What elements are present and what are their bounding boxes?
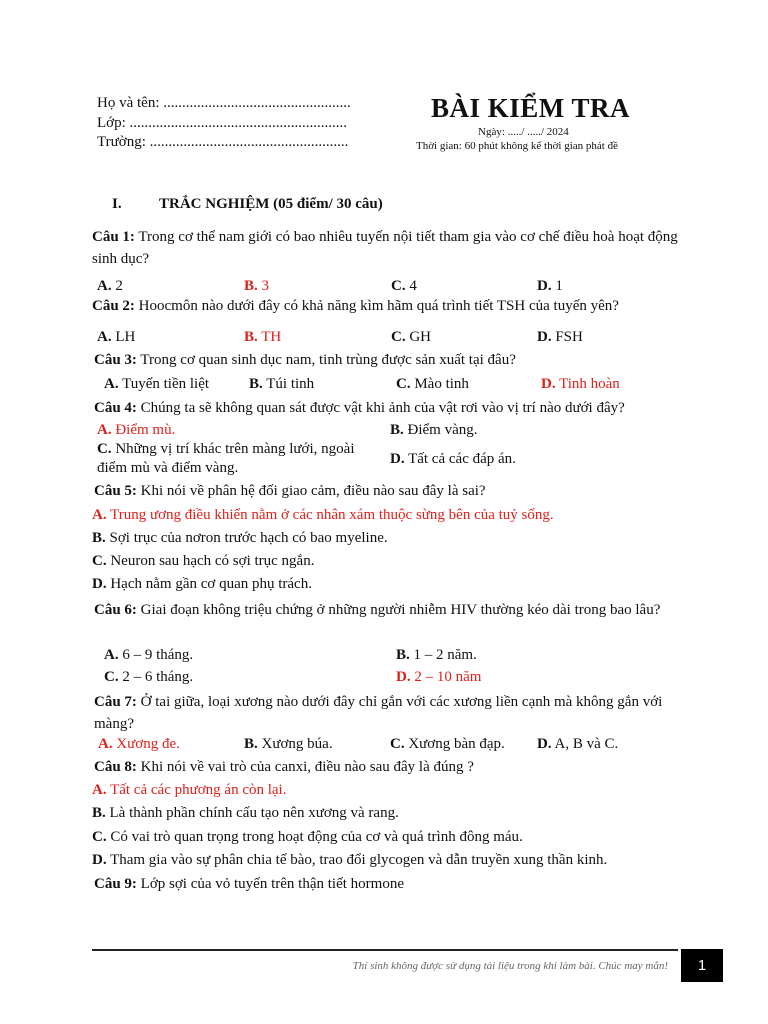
answer-option-correct[interactable]: B. TH xyxy=(244,329,282,345)
class-field-line: Lớp: .......................................................... xyxy=(97,115,348,131)
question-label: Câu 6: xyxy=(94,602,137,618)
question-label: Câu 2: xyxy=(92,298,135,314)
exam-date: Ngày: ...../ ...../ 2024 xyxy=(478,126,569,138)
answer-option[interactable]: C. 4 xyxy=(391,278,417,294)
exam-duration: Thời gian: 60 phút không kể thời gian phát đề xyxy=(416,140,618,152)
answer-option[interactable]: D. FSH xyxy=(537,329,583,345)
question-2 xyxy=(92,298,619,315)
question-text: Hoocmôn nào dưới đây có khả năng kìm hãm quá trình tiết TSH của tuyến yên? xyxy=(134,298,619,314)
answer-option-correct[interactable]: A. Xương đe. xyxy=(98,736,180,752)
answer-option[interactable]: A. 2 xyxy=(97,278,123,294)
question-text: Ở tai giữa, loại xương nào dưới đây chỉ gắn với các xương liền cạnh mà không gắn với màng? xyxy=(94,694,663,732)
question-3 xyxy=(94,352,516,369)
question-label: Câu 4: xyxy=(94,400,137,416)
answer-option[interactable]: B. 1 – 2 năm. xyxy=(396,647,477,663)
question-7 xyxy=(94,691,682,735)
section-title: TRẮC NGHIỆM (05 điểm/ 30 câu) xyxy=(159,196,383,212)
answer-option[interactable]: B. Là thành phần chính cấu tạo nên xương và rang. xyxy=(92,805,399,821)
question-text: Chúng ta sẽ không quan sát được vật khi ảnh của vật rơi vào vị trí nào dưới đây? xyxy=(136,400,625,416)
answer-option[interactable]: A. LH xyxy=(97,329,136,345)
page-number: 1 xyxy=(681,949,723,982)
page-title: BÀI KIỂM TRA xyxy=(431,93,631,123)
footer-note: Thí sinh không được sử dụng tài liệu trong khi làm bài. Chúc may mắn! xyxy=(352,960,668,972)
section-number: I. xyxy=(112,196,122,212)
answer-option[interactable]: D. Hạch nằm gần cơ quan phụ trách. xyxy=(92,576,312,592)
question-text: Khi nói về vai trò của canxi, điều nào sau đây là đúng ? xyxy=(136,759,474,775)
answer-option[interactable]: D. A, B và C. xyxy=(537,736,619,752)
question-label: Câu 7: xyxy=(94,694,137,710)
answer-option[interactable]: C. Mào tinh xyxy=(396,376,469,392)
answer-option[interactable]: C. Những vị trí khác trên màng lưới, ngoài điểm mù và điểm vàng. xyxy=(97,441,355,476)
question-label: Câu 1: xyxy=(92,229,135,245)
answer-option-correct[interactable]: D. Tinh hoàn xyxy=(541,376,620,392)
answer-option[interactable]: C. GH xyxy=(391,329,432,345)
question-label: Câu 3: xyxy=(94,352,137,368)
answer-option[interactable]: B. Sợi trục của nơron trước hạch có bao myeline. xyxy=(92,530,388,546)
question-text: Trong cơ quan sinh dục nam, tinh trùng được sản xuất tại đâu? xyxy=(136,352,516,368)
answer-option[interactable]: C. Neuron sau hạch có sợi trục ngắn. xyxy=(92,553,315,569)
question-text: Trong cơ thể nam giới có bao nhiêu tuyến nội tiết tham gia vào cơ chế điều hoà hoạt động sinh dục? xyxy=(92,229,678,267)
question-label: Câu 5: xyxy=(94,483,137,499)
answer-option[interactable]: D. Tham gia vào sự phân chia tế bào, trao đổi glycogen và dẫn truyền xung thần kinh. xyxy=(92,852,608,868)
answer-option[interactable]: B. Túi tinh xyxy=(249,376,315,392)
answer-option-correct[interactable]: B. 3 xyxy=(244,278,270,294)
question-label: Câu 9: xyxy=(94,876,137,892)
answer-option-correct[interactable]: A. Trung ương điều khiển nằm ở các nhân xám thuộc sừng bên của tuỷ sống. xyxy=(92,507,554,523)
question-4 xyxy=(94,400,625,417)
answer-option-correct[interactable]: A. Điểm mù. xyxy=(97,422,176,438)
name-field-line: Họ và tên: .................................................. xyxy=(97,95,351,111)
question-8 xyxy=(94,759,474,776)
question-text: Khi nói về phân hệ đối giao cảm, điều nào sau đây là sai? xyxy=(136,483,486,499)
question-6 xyxy=(94,599,682,621)
question-text: Lớp sợi của vỏ tuyến trên thận tiết hormone xyxy=(136,876,404,892)
answer-option[interactable]: A. Tuyến tiền liệt xyxy=(104,376,210,392)
answer-option-correct[interactable]: A. Tất cả các phương án còn lại. xyxy=(92,782,287,798)
question-5 xyxy=(94,483,486,500)
school-field-line: Trường: ..................................................... xyxy=(97,134,349,150)
answer-option[interactable]: A. 6 – 9 tháng. xyxy=(104,647,194,663)
answer-option[interactable]: B. Điểm vàng. xyxy=(390,422,478,438)
answer-option[interactable]: B. Xương búa. xyxy=(244,736,333,752)
answer-option[interactable]: D. Tất cả các đáp án. xyxy=(390,451,516,467)
answer-option[interactable]: D. 1 xyxy=(537,278,563,294)
question-9 xyxy=(94,876,404,893)
answer-option[interactable]: C. Xương bàn đạp. xyxy=(390,736,505,752)
answer-option[interactable]: C. 2 – 6 tháng. xyxy=(104,669,194,685)
footer-divider xyxy=(92,949,678,951)
question-label: Câu 8: xyxy=(94,759,137,775)
question-1 xyxy=(92,226,682,270)
answer-option[interactable]: C. Có vai trò quan trọng trong hoạt động của cơ và quá trình đông máu. xyxy=(92,829,523,845)
answer-option-correct[interactable]: D. 2 – 10 năm xyxy=(396,669,482,685)
question-text: Giai đoạn không triệu chứng ở những người nhiễm HIV thường kéo dài trong bao lâu? xyxy=(136,602,661,618)
